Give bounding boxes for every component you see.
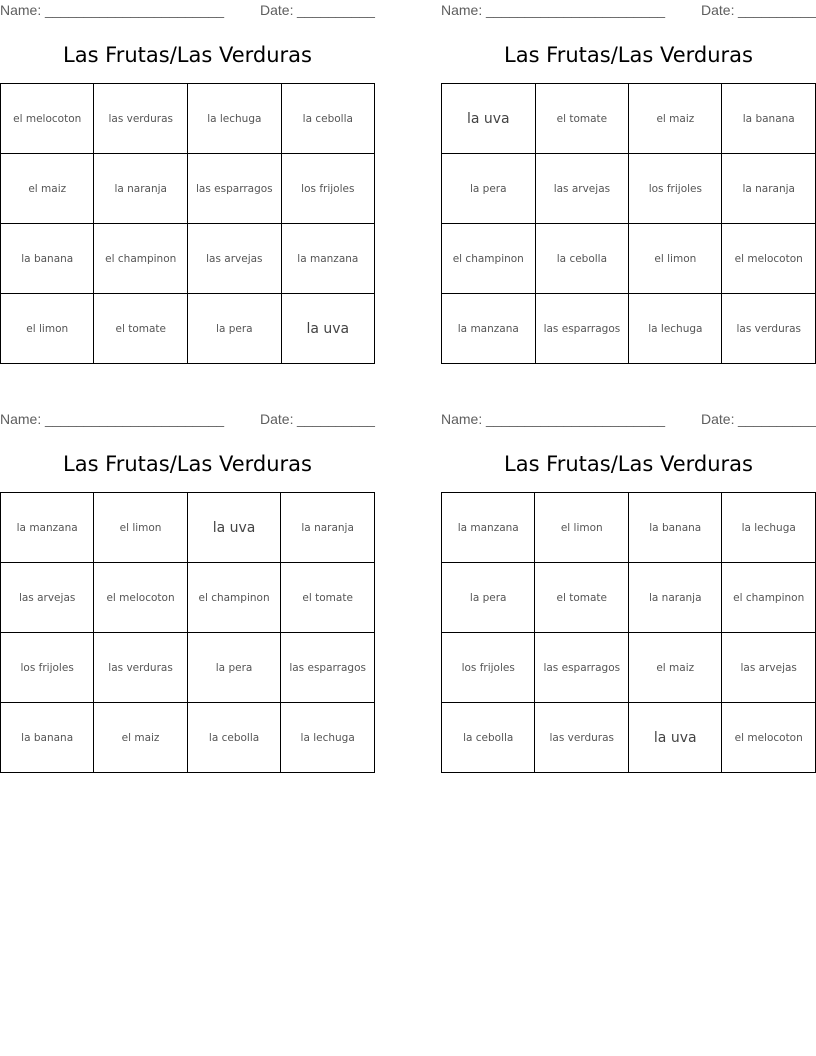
grid-row <box>442 563 816 633</box>
grid-cell: el melocoton <box>1 84 94 154</box>
bingo-card <box>0 0 375 380</box>
grid-cell: el maiz <box>629 633 722 703</box>
grid-cell: la lechuga <box>188 84 282 154</box>
grid-cell: el champinon <box>187 563 281 633</box>
card-title: Las Frutas/Las Verduras <box>63 452 312 476</box>
grid-cell: la manzana <box>442 294 536 364</box>
grid-cell: las arvejas <box>188 224 282 294</box>
grid-row <box>442 633 816 703</box>
grid-cell: las esparragos <box>281 633 375 703</box>
grid-cell: la cebolla <box>535 224 629 294</box>
grid-cell: la uva <box>442 84 536 154</box>
grid-cell: el champinon <box>94 224 188 294</box>
grid-cell: la uva <box>187 493 281 563</box>
grid-cell: la cebolla <box>187 703 281 773</box>
grid-cell: el maiz <box>94 703 187 773</box>
grid-cell: la banana <box>629 493 722 563</box>
name-date-line <box>0 2 375 20</box>
grid-cell: la manzana <box>442 493 535 563</box>
grid-row <box>1 224 375 294</box>
grid-cell: las arvejas <box>535 154 629 224</box>
name-label: Name: <box>0 411 42 427</box>
grid-cell: la naranja <box>281 493 375 563</box>
name-blank: _______________________ <box>45 2 225 18</box>
name-date-line <box>441 411 816 429</box>
grid-row <box>442 224 816 294</box>
grid-cell: las esparragos <box>535 294 629 364</box>
grid-cell: la naranja <box>94 154 188 224</box>
card-title: Las Frutas/Las Verduras <box>504 43 753 67</box>
grid-row <box>1 563 375 633</box>
grid-row <box>1 154 375 224</box>
grid-cell: el tomate <box>535 84 629 154</box>
date-blank: __________ <box>738 2 816 18</box>
grid-cell: el limon <box>535 493 629 563</box>
grid-row <box>442 154 816 224</box>
grid-cell: las verduras <box>94 633 187 703</box>
name-label: Name: <box>441 411 483 427</box>
grid-cell: las verduras <box>722 294 816 364</box>
grid-cell: la manzana <box>1 493 94 563</box>
bingo-grid <box>441 492 816 773</box>
card-title: Las Frutas/Las Verduras <box>63 43 312 67</box>
grid-cell: la pera <box>442 563 535 633</box>
grid-row <box>1 84 375 154</box>
date-label: Date: <box>260 2 294 18</box>
grid-cell: la banana <box>722 84 816 154</box>
grid-cell: el maiz <box>629 84 722 154</box>
grid-row <box>1 633 375 703</box>
grid-row <box>1 493 375 563</box>
grid-cell: la pera <box>187 633 281 703</box>
date-blank: __________ <box>738 411 816 427</box>
grid-row <box>442 703 816 773</box>
grid-cell: la manzana <box>281 224 374 294</box>
grid-cell: las verduras <box>94 84 188 154</box>
grid-cell: las esparragos <box>188 154 282 224</box>
name-blank: _______________________ <box>486 2 666 18</box>
name-blank: _______________________ <box>486 411 666 427</box>
grid-cell: la uva <box>629 703 722 773</box>
name-blank: _______________________ <box>45 411 225 427</box>
grid-cell: la pera <box>442 154 536 224</box>
card-title: Las Frutas/Las Verduras <box>504 452 753 476</box>
grid-cell: la cebolla <box>442 703 535 773</box>
grid-row <box>442 294 816 364</box>
grid-cell: el melocoton <box>722 703 816 773</box>
grid-cell: el champinon <box>722 563 816 633</box>
name-date-line <box>441 2 816 20</box>
grid-row <box>1 294 375 364</box>
grid-cell: el melocoton <box>722 224 816 294</box>
grid-cell: los frijoles <box>1 633 94 703</box>
grid-cell: el limon <box>629 224 722 294</box>
grid-cell: la naranja <box>722 154 816 224</box>
grid-cell: las verduras <box>535 703 629 773</box>
grid-cell: el limon <box>1 294 94 364</box>
date-label: Date: <box>701 2 735 18</box>
bingo-grid <box>0 83 375 364</box>
grid-cell: las arvejas <box>722 633 816 703</box>
bingo-grid <box>0 492 375 773</box>
grid-cell: los frijoles <box>629 154 722 224</box>
name-label: Name: <box>441 2 483 18</box>
grid-cell: los frijoles <box>442 633 535 703</box>
date-label: Date: <box>701 411 735 427</box>
grid-row <box>1 703 375 773</box>
name-date-line <box>0 411 375 429</box>
bingo-card <box>0 409 375 789</box>
grid-cell: la uva <box>281 294 374 364</box>
grid-cell: los frijoles <box>281 154 374 224</box>
grid-cell: la banana <box>1 224 94 294</box>
grid-cell: la pera <box>188 294 282 364</box>
date-blank: __________ <box>297 411 375 427</box>
bingo-grid <box>441 83 816 364</box>
grid-cell: la cebolla <box>281 84 374 154</box>
bingo-card <box>441 0 816 380</box>
grid-cell: la lechuga <box>629 294 722 364</box>
grid-cell: las esparragos <box>535 633 629 703</box>
grid-cell: el melocoton <box>94 563 187 633</box>
grid-cell: la banana <box>1 703 94 773</box>
date-blank: __________ <box>297 2 375 18</box>
grid-cell: la naranja <box>629 563 722 633</box>
grid-cell: el maiz <box>1 154 94 224</box>
grid-cell: el limon <box>94 493 187 563</box>
date-label: Date: <box>260 411 294 427</box>
grid-cell: el champinon <box>442 224 536 294</box>
grid-cell: el tomate <box>281 563 375 633</box>
grid-row <box>442 493 816 563</box>
grid-cell: la lechuga <box>281 703 375 773</box>
grid-cell: la lechuga <box>722 493 816 563</box>
grid-cell: las arvejas <box>1 563 94 633</box>
grid-cell: el tomate <box>535 563 629 633</box>
name-label: Name: <box>0 2 42 18</box>
grid-row <box>442 84 816 154</box>
grid-cell: el tomate <box>94 294 188 364</box>
bingo-card <box>441 409 816 789</box>
